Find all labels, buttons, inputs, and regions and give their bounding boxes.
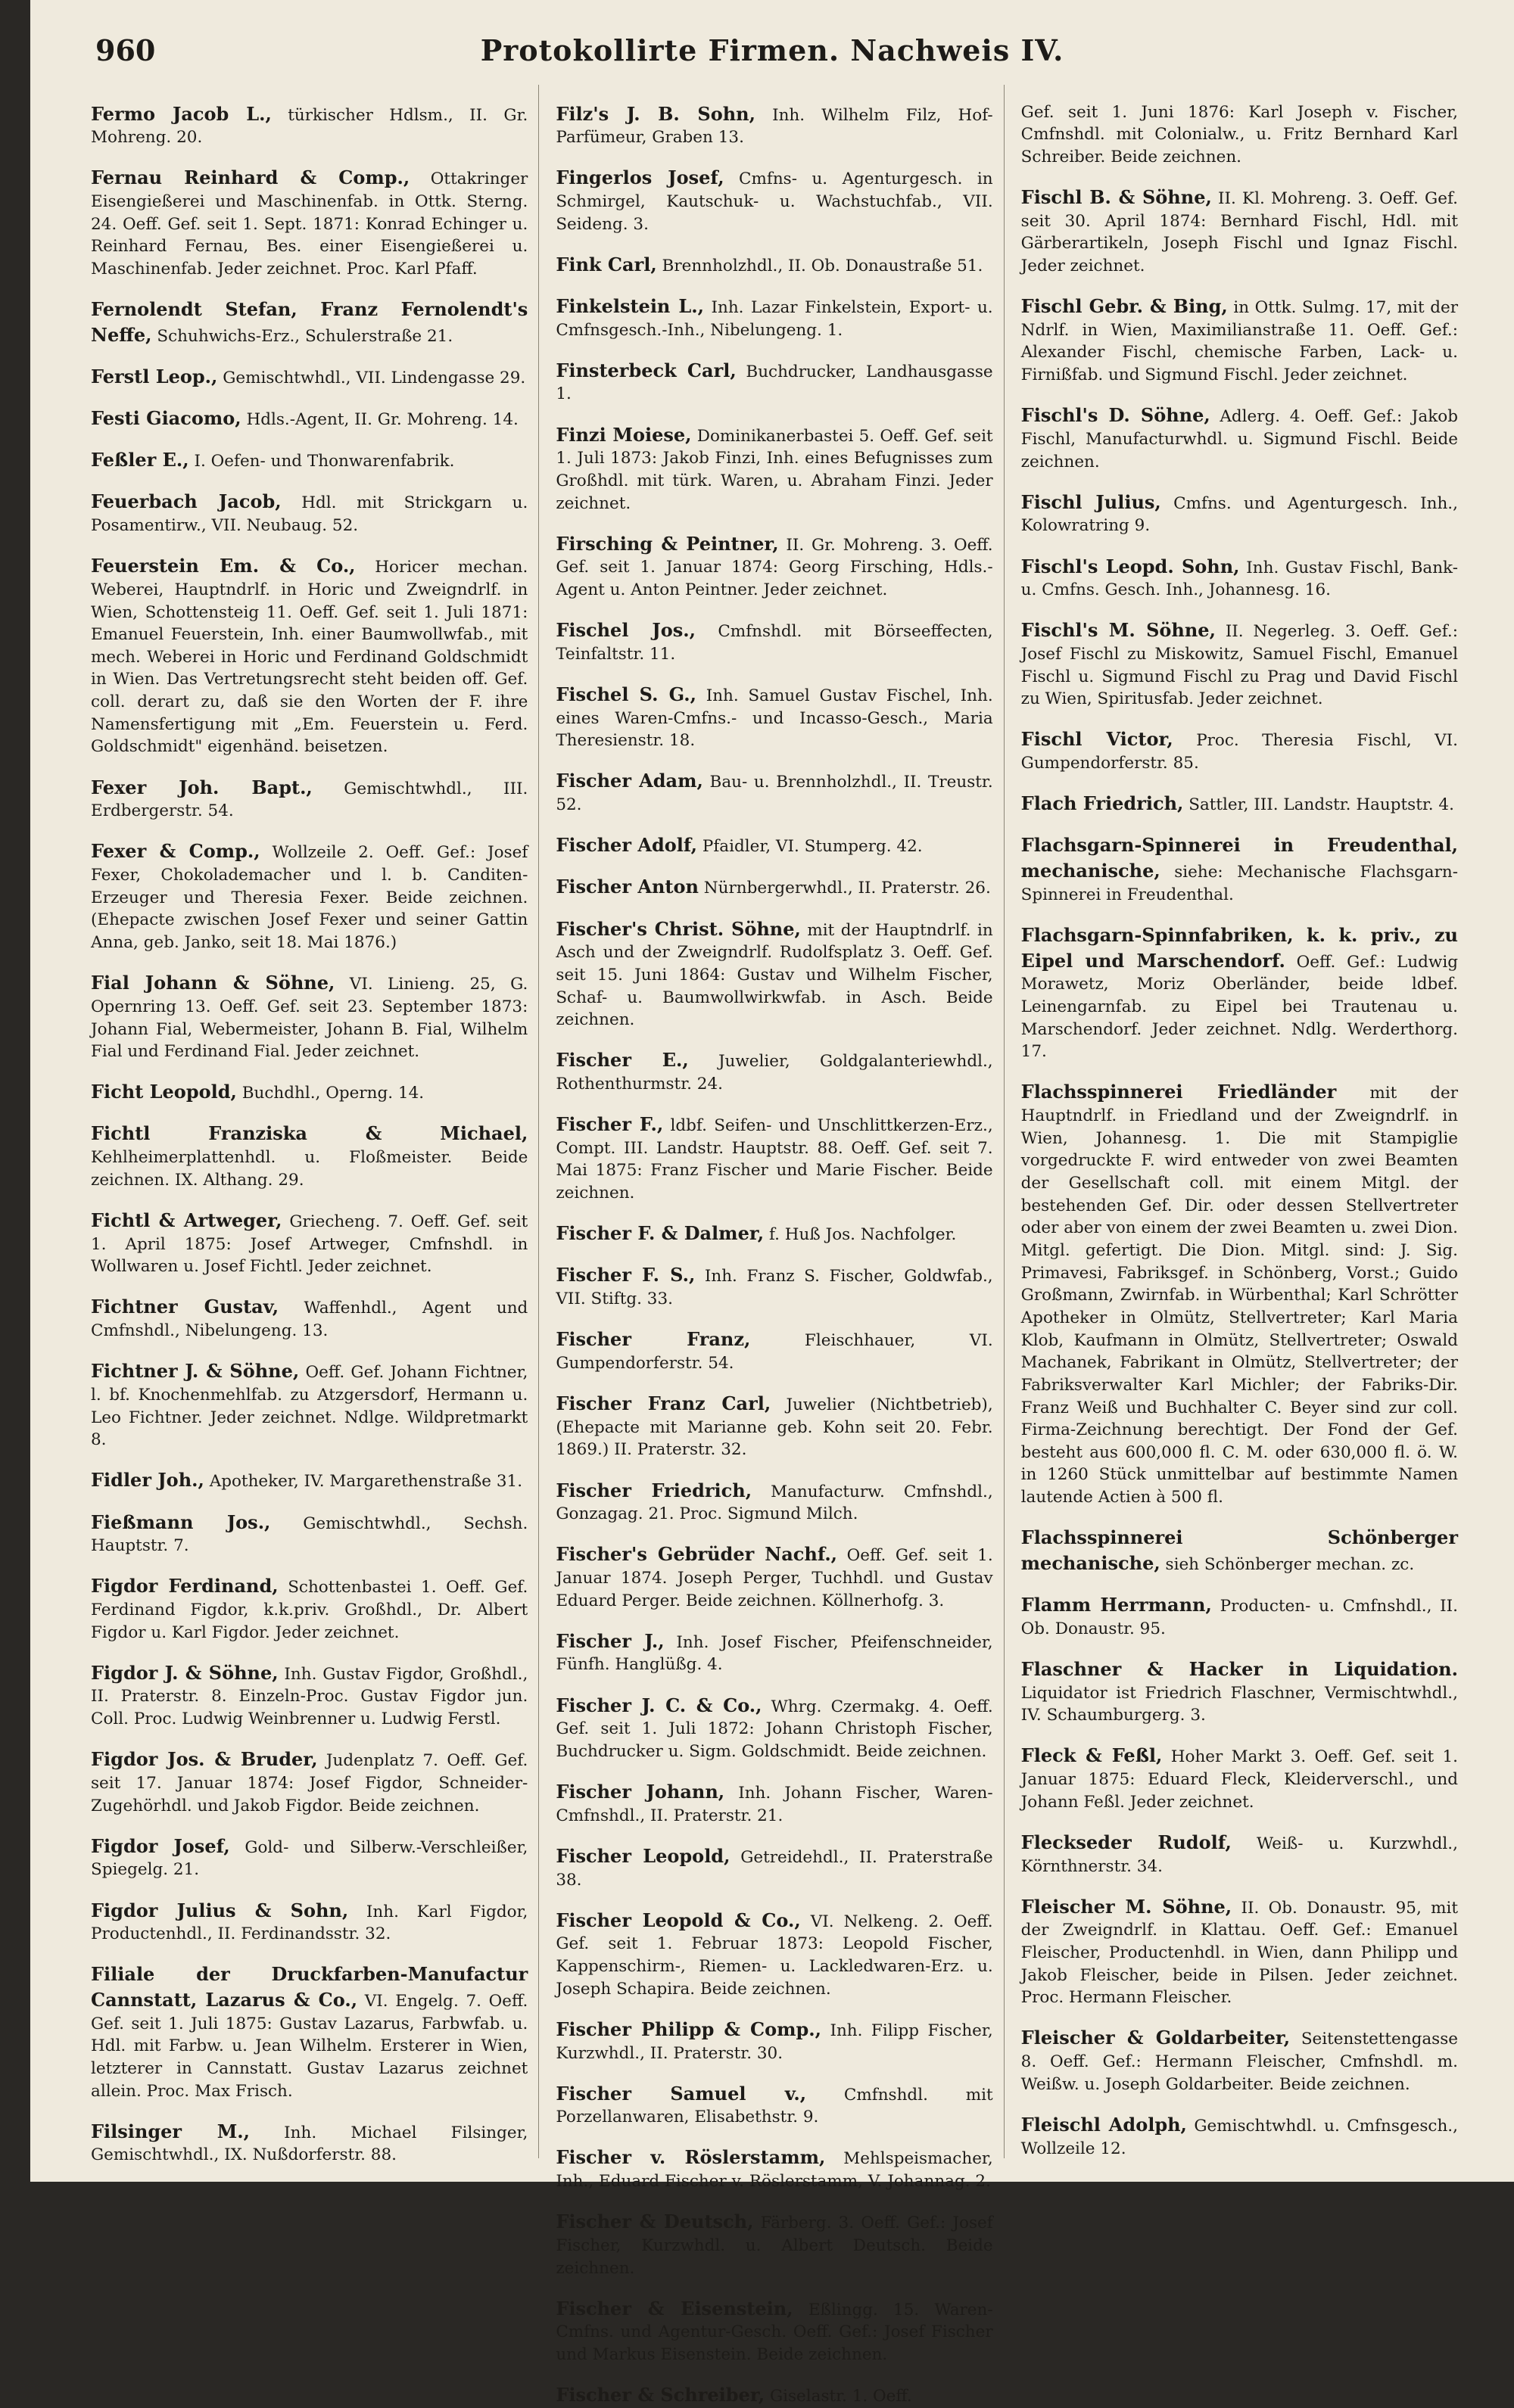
firm-name: Flach Friedrich, xyxy=(1020,792,1184,815)
firm-details: Schottenbastei 1. Oeff. Gef. Ferdinand Figdor, k.k.priv. Großhdl., Dr. Albert Figdor u. Karl Figdor. Jeder zeichnet. xyxy=(91,1578,528,1642)
firm-name: Fernau Reinhard & Comp., xyxy=(91,166,410,189)
firm-name: Ficht Leopold, xyxy=(91,1081,237,1103)
directory-entry xyxy=(556,1327,992,1374)
directory-entry xyxy=(1021,490,1458,537)
directory-entry xyxy=(91,1898,528,1946)
firm-name: Firsching & Peintner, xyxy=(556,532,779,555)
firm-name: Figdor Julius & Sohn, xyxy=(91,1899,349,1921)
directory-entry xyxy=(556,2017,992,2064)
directory-entry xyxy=(1021,101,1458,169)
firm-name: Finsterbeck Carl, xyxy=(556,359,737,381)
directory-entry xyxy=(91,1208,528,1278)
firm-name: Fischl's D. Söhne, xyxy=(1020,404,1210,427)
firm-name: Fingerlos Josef, xyxy=(556,166,724,189)
firm-name: Fischer Samuel v., xyxy=(556,2082,807,2105)
firm-name: Fischer Adam, xyxy=(556,770,703,792)
firm-name: Fleischer & Goldarbeiter, xyxy=(1020,2027,1291,2049)
directory-entry xyxy=(1021,1743,1458,1813)
firm-details: ldbf. Seifen- und Unschlittkerzen-Erz., Compt. III. Landstr. Hauptstr. 88. Oeff. Gef. seit 7. Mai 1875: Franz Fischer und Marie Fischer. Beide zeichnen. xyxy=(556,1116,993,1203)
firm-name: Fichtl & Artweger, xyxy=(91,1209,282,1231)
directory-entry xyxy=(556,916,992,1031)
firm-name: Filz's J. B. Sohn, xyxy=(556,102,755,125)
directory-entry xyxy=(1021,403,1458,473)
firm-details: Pfaidler, VI. Stumperg. 42. xyxy=(702,837,923,857)
firm-name: Fischer F. & Dalmer, xyxy=(556,1222,765,1245)
firm-name: Figdor Jos. & Bruder, xyxy=(91,1748,318,1771)
firm-details: Oeff. Gef.: Ludwig Morawetz, Moriz Oberländer, beide ldbef. Leinengarnfab. zu Eipel bei Trautenau u. Marschendorf. Jeder zeichnet. Ndlg. Werderthorg. 17. xyxy=(1020,952,1458,1062)
firm-details: Ottakringer Eisengießerei und Maschinenfab. in Ottk. Sterng. 24. Oeff. Gef. seit 1. Sept. 1871: Konrad Echinger u. Reinhard Fernau, Bes. einer Eisengießerei u. Maschinenfab. Jeder zeichnet. Proc. Karl Pfaff. xyxy=(91,170,528,278)
column-1 xyxy=(91,85,539,2165)
directory-entry xyxy=(556,1542,992,1612)
directory-entry xyxy=(91,1510,528,1557)
firm-name: Festi Giacomo, xyxy=(91,407,241,430)
firm-details: Inh. Johann Fischer, Waren-Cmfnshdl., II. Praterstr. 21. xyxy=(556,1784,993,1825)
firm-details: II. Gr. Mohreng. 3. Oeff. Gef. seit 1. Januar 1874: Georg Firsching, Hdls.-Agent u. Anton Peintner. Jeder zeichnet. xyxy=(556,535,993,599)
directory-entry xyxy=(1021,1657,1458,1727)
directory-entry xyxy=(91,1294,528,1342)
firm-name: Ferstl Leop., xyxy=(91,365,218,387)
firm-name: Fischer F., xyxy=(556,1113,664,1136)
firm-details: Getreidehdl., II. Praterstraße 38. xyxy=(556,1847,993,1890)
directory-entry xyxy=(91,297,528,347)
firm-name: Feuerstein Em. & Co., xyxy=(91,555,356,577)
firm-details: Eßlingg. 15. Waren-Cmfns. und Agentur-Gesch. Oeff. Gef.: Josef Fischer und Markus Eisenstein. Beide zeichnen. xyxy=(556,2300,993,2365)
firm-details: Gemischtwhdl. u. Cmfnsgesch., Wollzeile 12. xyxy=(1020,2116,1458,2158)
firm-name: Fidler Joh., xyxy=(91,1469,204,1492)
directory-entry xyxy=(91,101,528,149)
firm-details: Buchdrucker, Landhausgasse 1. xyxy=(556,362,993,404)
firm-name: Fischer Johann, xyxy=(556,1781,725,1803)
firm-details: Horicer mechan. Weberei, Hauptndrlf. in Horic und Zweigndrlf. in Wien, Schottensteig 11. Oeff. Gef. seit 1. Juli 1871: Emanuel Feuerstein, Inh. einer Baumwollwfab., mit mech. Weberei in Horic und Ferdinand Goldschmidt in Wien. Das Vertretungsrecht steht beiden off. Gef. coll. derart zu, daß sie den Worten der F. ihre Namensfertigung mit „Em. Feuerstein u. Ferd. Goldschmidt" eigenhänd. beisetzen. xyxy=(91,558,528,757)
directory-entry xyxy=(1021,1079,1458,1508)
firm-details: mit der Hauptndrlf. in Asch und der Zweigndrlf. Rudolfsplatz 3. Oeff. Gef. seit 15. Juni 1864: Gustav und Wilhelm Fischer, Schaf- u. Baumwollwirkwfab. in Asch. Beide zeichnen. xyxy=(556,920,993,1030)
directory-entry xyxy=(556,682,992,752)
directory-entry xyxy=(91,1358,528,1451)
firm-details: Brennholzhdl., II. Ob. Donaustraße 51. xyxy=(662,256,983,275)
firm-name: Fexer & Comp., xyxy=(91,840,260,863)
firm-name: Filiale der Druckfarben-Manufactur Cannstatt, Lazarus & Co., xyxy=(91,1963,528,2011)
firm-details: türkischer Hdlsm., II. Gr. Mohreng. 20. xyxy=(91,105,528,148)
firm-name: Fischer Adolf, xyxy=(556,834,698,857)
firm-details: Nürnbergerwhdl., II. Praterstr. 26. xyxy=(703,879,991,898)
directory-entry xyxy=(556,531,992,602)
firm-details: Inh. Samuel Gustav Fischel, Inh. eines Waren-Cmfns.- und Incasso-Gesch., Maria Theresienstr. 18. xyxy=(556,686,993,751)
firm-name: Fischer Franz Carl, xyxy=(556,1392,771,1415)
firm-details: Inh. Gustav Figdor, Großhdl., II. Praterstr. 8. Einzeln-Proc. Gustav Figdor jun. Coll. Proc. Ludwig Weinbrenner u. Ludwig Ferstl. xyxy=(91,1664,528,1729)
firm-details: Inh. Wilhelm Filz, Hof-Parfümeur, Graben 13. xyxy=(556,105,993,148)
firm-name: Fischer & Schreiber, xyxy=(556,2384,765,2406)
firm-details: Inh. Lazar Finkelstein, Export- u. Cmfnsgesch.-Inh., Nibelungeng. 1. xyxy=(556,297,993,340)
directory-entry xyxy=(91,1962,528,2102)
directory-entry xyxy=(91,1660,528,1731)
directory-entry xyxy=(1021,2112,1458,2160)
firm-details: Inh. Michael Filsinger, Gemischtwhdl., IX. Nußdorferstr. 88. xyxy=(91,2123,528,2165)
directory-entry xyxy=(556,1221,992,1246)
directory-entry xyxy=(1021,294,1458,387)
firm-details: II. Ob. Donaustr. 95, mit der Zweigndrlf. in Klattau. Oeff. Gef.: Emanuel Fleischer, Productenhdl. in Wien, dann Philipp und Jakob Fleischer, beide in Pilsen. Jeder zeichnet. Proc. Hermann Fleischer. xyxy=(1020,1898,1458,2008)
directory-entry xyxy=(556,1908,992,2001)
firm-name: Fischl B. & Söhne, xyxy=(1020,185,1212,208)
directory-entry xyxy=(556,294,992,341)
firm-name: Fermo Jacob L., xyxy=(91,102,272,125)
directory-entry xyxy=(91,1467,528,1493)
firm-name: Fischel Jos., xyxy=(556,619,696,642)
firm-details: Dominikanerbastei 5. Oeff. Gef. seit 1. Juli 1873: Jakob Finzi, Inh. eines Befugnisses zum Großhdl. mit türk. Waren, u. Abraham Finzi. Jeder zeichnet. xyxy=(556,426,993,513)
firm-details: VI. Nelkeng. 2. Oeff. Gef. seit 1. Februar 1873: Leopold Fischer, Kappenschirm-, Riemen- u. Lackledwaren-Erz. u. Joseph Schapira. Beide zeichnen. xyxy=(556,1912,993,1999)
directory-entry xyxy=(1021,791,1458,817)
firm-name: Flachsspinnerei Friedländer xyxy=(1020,1081,1337,1103)
firm-name: Fischer J., xyxy=(556,1629,665,1652)
firm-name: Fleischl Adolph, xyxy=(1020,2113,1187,2136)
firm-details: II. Negerleg. 3. Oeff. Gef.: Josef Fischl zu Miskowitz, Samuel Fischl, Emanuel Fischl u. Sigmund Fischl zu Prag und David Fischl zu Wien, Spiritusfab. Jeder zeichnet. xyxy=(1020,622,1458,709)
firm-details: II. Kl. Mohreng. 3. Oeff. Gef. seit 30. April 1874: Bernhard Fischl, Hdl. mit Gärberartikeln, Joseph Fischl und Ignaz Fischl. Jeder zeichnet. xyxy=(1020,188,1458,275)
firm-details: Adlerg. 4. Oeff. Gef.: Jakob Fischl, Manufacturwhdl. u. Sigmund Fischl. Beide zeichnen. xyxy=(1020,407,1458,471)
firm-details: Cmfnshdl. mit Porzellanwaren, Elisabethstr. 9. xyxy=(556,2085,993,2127)
directory-entry xyxy=(556,2145,992,2192)
firm-details: VI. Linieng. 25, G. Opernring 13. Oeff. Gef. seit 23. September 1873: Johann Fial, Webermeister, Johann B. Fial, Wilhelm Fial und Ferdinand Fial. Jeder zeichnet. xyxy=(91,975,528,1062)
directory-entry xyxy=(91,364,528,390)
firm-name: Fischl Julius, xyxy=(1020,490,1161,513)
directory-entry xyxy=(556,1112,992,1205)
firm-details: siehe: Mechanische Flachsgarn-Spinnerei in Freudenthal. xyxy=(1020,863,1458,904)
directory-entry xyxy=(556,618,992,665)
directory-entry xyxy=(556,832,992,858)
firm-name: Fial Johann & Söhne, xyxy=(91,972,335,994)
firm-name: Fexer Joh. Bapt., xyxy=(91,776,313,798)
firm-details: VI. Engelg. 7. Oeff. Gef. seit 1. Juli 1875: Gustav Lazarus, Farbwfab. u. Hdl. mit Farbw. u. Jean Wilhelm. Ersterer in Wien, letzterer in Cannstatt. Gustav Lazarus zeichnet allein. Proc. Max Frisch. xyxy=(91,1992,528,2101)
directory-entry xyxy=(556,1478,992,1526)
directory-entry xyxy=(91,165,528,280)
directory-entry xyxy=(556,1693,992,1763)
directory-entry xyxy=(91,489,528,537)
directory-entry xyxy=(91,775,528,823)
firm-details: Producten- u. Cmfnshdl., II. Ob. Donaustr. 95. xyxy=(1020,1597,1458,1638)
firm-name: Flachsgarn-Spinnfabriken, k. k. priv., zu Eipel und Marschendorf. xyxy=(1020,923,1458,972)
directory-entry xyxy=(556,1262,992,1310)
firm-details: Mehlspeismacher, Inh., Eduard Fischer v. Röslerstamm, V. Johannag. 2. xyxy=(556,2149,993,2192)
directory-entry xyxy=(1021,726,1458,774)
firm-details: Buchdhl., Operng. 14. xyxy=(241,1084,425,1103)
firm-details: Hdl. mit Strickgarn u. Posamentirw., VII. Neubaug. 52. xyxy=(91,493,528,536)
directory-entry xyxy=(91,2119,528,2167)
firm-name: Figdor J. & Söhne, xyxy=(91,1661,279,1684)
directory-entry xyxy=(556,2296,992,2366)
directory-entry xyxy=(556,101,992,149)
directory-entry xyxy=(91,838,528,954)
firm-details: Hoher Markt 3. Oeff. Gef. seit 1. Januar 1875: Eduard Fleck, Kleiderverschl., und Johann Feßl. Jeder zeichnet. xyxy=(1020,1747,1458,1812)
directory-entry xyxy=(556,358,992,406)
firm-name: Fischer's Christ. Söhne, xyxy=(556,917,801,940)
firm-name: Fleck & Feßl, xyxy=(1020,1744,1163,1767)
firm-name: Flachsspinnerei Schönberger mechanische, xyxy=(1020,1526,1458,1574)
directory-entry xyxy=(556,252,992,278)
firm-name: Flachsgarn-Spinnerei in Freudenthal, mechanische, xyxy=(1020,834,1458,882)
directory-entry xyxy=(91,1747,528,1817)
firm-name: Fischer & Eisenstein, xyxy=(556,2297,793,2319)
directory-entry xyxy=(1021,1894,1458,2009)
firm-details: Juwelier (Nichtbetrieb), (Ehepacte mit Marianne geb. Kohn seit 20. Febr. 1869.) II. Praterstr. 32. xyxy=(556,1395,993,1460)
firm-details: Oeff. Gef. Johann Fichtner, l. bf. Knochenmehlfab. zu Atzgersdorf, Hermann u. Leo Fichtner. Jeder zeichnet. Ndlge. Wildpretmarkt 8. xyxy=(91,1363,528,1450)
firm-details: Färberg. 3. Oeff. Gef.: Josef Fischer, Kurzwhdl. u. Albert Deutsch. Beide zeichnen. xyxy=(556,2214,993,2278)
firm-name: Fischer Leopold, xyxy=(556,1844,731,1867)
directory-entry xyxy=(91,406,528,431)
firm-name: Fink Carl, xyxy=(556,253,657,275)
directory-entry xyxy=(556,1047,992,1095)
directory-entry xyxy=(556,1629,992,1676)
entry-columns xyxy=(91,85,1469,2406)
firm-name: Fichtner J. & Söhne, xyxy=(91,1360,300,1383)
directory-entry xyxy=(556,1391,992,1461)
firm-name: Feuerbach Jacob, xyxy=(91,490,282,513)
firm-details: mit der Hauptndrlf. in Friedland und der Zweigndrlf. in Wien, Johannesg. 1. Die mit Stampiglie vorgedruckte F. wird entweder von zwei Beamten der Gesellschaft coll. mit einem Mitgl. der bestehenden Gef. Dir. oder dessen Stellvertreter oder aber von einem der zwei Beamten u. zwei Dion. Mitgl. gefertigt. Die Dion. Mitgl. sind: J. Sig. Primavesi, Fabriksgef. in Schönberg, Vorst.; Guido Großmann, Zwirnfab. in Würbenthal; Karl Schrötter Apotheker in Olmütz, Stellvertreter; Karl Maria Klob, Kaufmann in Olmütz, Stellvertreter; Oswald Machanek, Fabrikant in Olmütz, Stellvertreter; der Fabriksverwalter Karl Michler; der Fabriks-Dir. Franz Weiß und Buchhalter C. Beyer sind zur coll. Firma-Zeichnung berechtigt. Der Fond der Gef. besteht aus 600,000 fl. C. M. oder 630,000 fl. ö. W. in 1260 Stück unmittelbar auf bestimmte Namen lautende Actien à 500 fl. xyxy=(1020,1084,1458,1507)
firm-name: Fischer J. C. & Co., xyxy=(556,1694,762,1716)
firm-details: Inh. Filipp Fischer, Kurzwhdl., II. Praterstr. 30. xyxy=(556,2021,993,2063)
firm-details: Manufacturw. Cmfnshdl., Gonzagag. 21. Proc. Sigmund Milch. xyxy=(556,1482,993,1524)
firm-details: Liquidator ist Friedrich Flaschner, Vermischtwhdl., IV. Schaumburgerg. 3. xyxy=(1020,1683,1458,1725)
firm-name: Fischer v. Röslerstamm, xyxy=(556,2146,826,2169)
firm-details: Gef. seit 1. Juni 1876: Karl Joseph v. Fischer, Cmfnshdl. mit Colonialw., u. Fritz Bernhard Karl Schreiber. Beide zeichnen. xyxy=(1020,102,1458,166)
firm-name: Fernolendt Stefan, Franz Fernolendt's Neffe, xyxy=(91,298,528,346)
firm-details: Gold- und Silberw.-Verschleißer, Spiegelg. 21. xyxy=(91,1837,528,1880)
firm-details: Hdls.-Agent, II. Gr. Mohreng. 14. xyxy=(246,410,519,430)
firm-name: Flamm Herrmann, xyxy=(1020,1594,1212,1616)
firm-name: Filsinger M., xyxy=(91,2120,250,2142)
directory-entry xyxy=(1021,832,1458,906)
firm-details: Cmfns- u. Agenturgesch. in Schmirgel, Kautschuk- u. Wachstuchfab., VII. Seideng. 3. xyxy=(556,170,993,234)
directory-entry xyxy=(1021,2025,1458,2095)
directory-entry xyxy=(1021,185,1458,278)
firm-name: Fichtl Franziska & Michael, xyxy=(91,1122,528,1145)
firm-name: Fischel S. G., xyxy=(556,683,697,705)
firm-details: Inh. Franz S. Fischer, Goldwfab., VII. Stiftg. 33. xyxy=(556,1267,993,1309)
directory-entry xyxy=(1021,618,1458,711)
directory-entry xyxy=(556,2209,992,2279)
column-2 xyxy=(556,85,1004,2406)
firm-details: Griecheng. 7. Oeff. Gef. seit 1. April 1875: Josef Artweger, Cmfnshdl. in Wollwaren u. Josef Fichtl. Jeder zeichnet. xyxy=(91,1212,528,1277)
firm-details: Apotheker, IV. Margarethenstraße 31. xyxy=(209,1472,523,1492)
firm-details: Schuhwichs-Erz., Schulerstraße 21. xyxy=(157,326,453,346)
page-header: Protokollirte Firmen. Nachweis IV. xyxy=(480,33,1064,67)
directory-entry xyxy=(556,1843,992,1891)
directory-entry xyxy=(1021,922,1458,1063)
firm-details: Inh. Josef Fischer, Pfeifenschneider, Fünfh. Hanglüßg. 4. xyxy=(556,1632,993,1675)
firm-details: Kehlheimerplattenhdl. u. Floßmeister. Beide zeichnen. IX. Althang. 29. xyxy=(91,1148,528,1190)
directory-entry xyxy=(1021,1830,1458,1878)
firm-details: Bau- u. Brennholzhdl., II. Treustr. 52. xyxy=(556,773,993,815)
firm-name: Fischer Leopold & Co., xyxy=(556,1909,801,1931)
firm-name: Fischl's M. Söhne, xyxy=(1020,619,1216,642)
firm-name: Finkelstein L., xyxy=(556,294,704,317)
firm-name: Fleischer M. Söhne, xyxy=(1020,1895,1232,1918)
firm-details: Sattler, III. Landstr. Hauptstr. 4. xyxy=(1188,795,1454,815)
firm-details: Gemischtwhdl., Sechsh. Hauptstr. 7. xyxy=(91,1514,528,1556)
firm-details: sieh Schönberger mechan. zc. xyxy=(1165,1554,1415,1574)
firm-name: Fischl Gebr. & Bing, xyxy=(1020,295,1228,318)
page-number: 960 xyxy=(95,33,156,67)
firm-details: Judenplatz 7. Oeff. Gef. seit 17. Januar 1874: Josef Figdor, Schneider-Zugehörhdl. und Jakob Figdor. Beide zeichnen. xyxy=(91,1751,528,1815)
firm-details: Whrg. Czermakg. 4. Oeff. Gef. seit 1. Juli 1872: Johann Christoph Fischer, Buchdrucker u. Sigm. Goldschmidt. Beide zeichnen. xyxy=(556,1697,993,1761)
firm-name: Fischer & Deutsch, xyxy=(556,2210,754,2233)
firm-details: Wollzeile 2. Oeff. Gef.: Josef Fexer, Chokolademacher und l. b. Canditen-Erzeuger und Theresia Fexer. Beide zeichnen. (Ehepacte zwischen Josef Fexer und seiner Gattin Anna, geb. Janko, seit 18. Mai 1876.) xyxy=(91,843,528,953)
directory-entry xyxy=(1021,1525,1458,1576)
firm-name: Figdor Ferdinand, xyxy=(91,1575,279,1598)
firm-name: Finzi Moiese, xyxy=(556,423,692,446)
firm-name: Fleckseder Rudolf, xyxy=(1020,1831,1232,1853)
directory-entry xyxy=(556,2081,992,2129)
firm-name: Fischer E., xyxy=(556,1049,689,1072)
firm-details: Juwelier, Goldgalanteriewhdl., Rothenthurmstr. 24. xyxy=(556,1052,993,1094)
firm-details: Inh. Karl Figdor, Productenhdl., II. Ferdinandsstr. 32. xyxy=(91,1902,528,1944)
firm-details: Gemischtwhdl., VII. Lindengasse 29. xyxy=(223,368,526,387)
firm-name: Fischl's Leopd. Sohn, xyxy=(1020,555,1240,577)
firm-details: f. Huß Jos. Nachfolger. xyxy=(768,1225,957,1245)
directory-entry xyxy=(556,874,992,900)
directory-page xyxy=(30,0,1514,2406)
firm-name: Fischl Victor, xyxy=(1020,728,1173,751)
firm-details: Fleischhauer, VI. Gumpendorferstr. 54. xyxy=(556,1331,993,1373)
firm-name: Fießmann Jos., xyxy=(91,1510,271,1533)
directory-entry xyxy=(556,1779,992,1827)
firm-details: Proc. Theresia Fischl, VI. Gumpendorferstr. 85. xyxy=(1020,731,1458,773)
firm-details: Weiß- u. Kurzwhdl., Körnthnerstr. 34. xyxy=(1020,1834,1458,1876)
firm-name: Fischer Friedrich, xyxy=(556,1479,752,1501)
directory-entry xyxy=(91,970,528,1063)
directory-entry xyxy=(556,422,992,515)
directory-entry xyxy=(91,553,528,758)
firm-details: Giselastr. 1. Oeff. xyxy=(769,2387,912,2406)
firm-details: Waffenhdl., Agent und Cmfnshdl., Nibelungeng. 13. xyxy=(91,1299,528,1341)
firm-name: Fischer Anton xyxy=(556,876,699,898)
directory-entry xyxy=(556,165,992,235)
firm-details: Gemischtwhdl., III. Erdbergerstr. 54. xyxy=(91,779,528,821)
directory-entry xyxy=(91,1834,528,1881)
directory-entry xyxy=(91,1573,528,1644)
firm-name: Fischer's Gebrüder Nachf., xyxy=(556,1543,838,1566)
directory-entry xyxy=(556,768,992,816)
firm-details: I. Oefen- und Thonwarenfabrik. xyxy=(194,452,455,471)
firm-details: Oeff. Gef. seit 1. Januar 1874. Joseph Perger, Tuchhdl. und Gustav Eduard Perger. Beide zeichnen. Köllnerhofg. 3. xyxy=(556,1546,993,1610)
column-3 xyxy=(1021,85,1469,2158)
directory-entry xyxy=(91,447,528,473)
directory-entry xyxy=(91,1121,528,1191)
firm-name: Fischer Philipp & Comp., xyxy=(556,2018,821,2040)
firm-name: Feßler E., xyxy=(91,449,189,471)
firm-details: Cmfnshdl. mit Börseeffecten, Teinfaltstr. 11. xyxy=(556,622,993,664)
firm-details: Inh. Gustav Fischl, Bank- u. Cmfns. Gesch. Inh., Johannesg. 16. xyxy=(1020,558,1458,600)
firm-name: Figdor Josef, xyxy=(91,1834,230,1857)
firm-name: Fichtner Gustav, xyxy=(91,1296,279,1318)
directory-entry xyxy=(556,2382,992,2408)
firm-details: Cmfns. und Agenturgesch. Inh., Kolowratring 9. xyxy=(1020,493,1458,536)
firm-name: Flaschner & Hacker in Liquidation. xyxy=(1020,1657,1458,1680)
directory-entry xyxy=(1021,1592,1458,1640)
firm-name: Fischer F. S., xyxy=(556,1264,696,1286)
firm-details: Seitenstettengasse 8. Oeff. Gef.: Hermann Fleischer, Cmfnshdl. m. Weißw. u. Joseph Goldarbeiter. Beide zeichnen. xyxy=(1020,2030,1458,2094)
firm-details: in Ottk. Sulmg. 17, mit der Ndrlf. in Wien, Maximilianstraße 11. Oeff. Gef.: Alexander Fischl, chemische Farben, Lack- u. Firnißfab. und Sigmund Fischl. Jeder zeichnet. xyxy=(1020,298,1458,385)
directory-entry xyxy=(91,1079,528,1105)
firm-name: Fischer Franz, xyxy=(556,1328,751,1351)
directory-entry xyxy=(1021,554,1458,602)
